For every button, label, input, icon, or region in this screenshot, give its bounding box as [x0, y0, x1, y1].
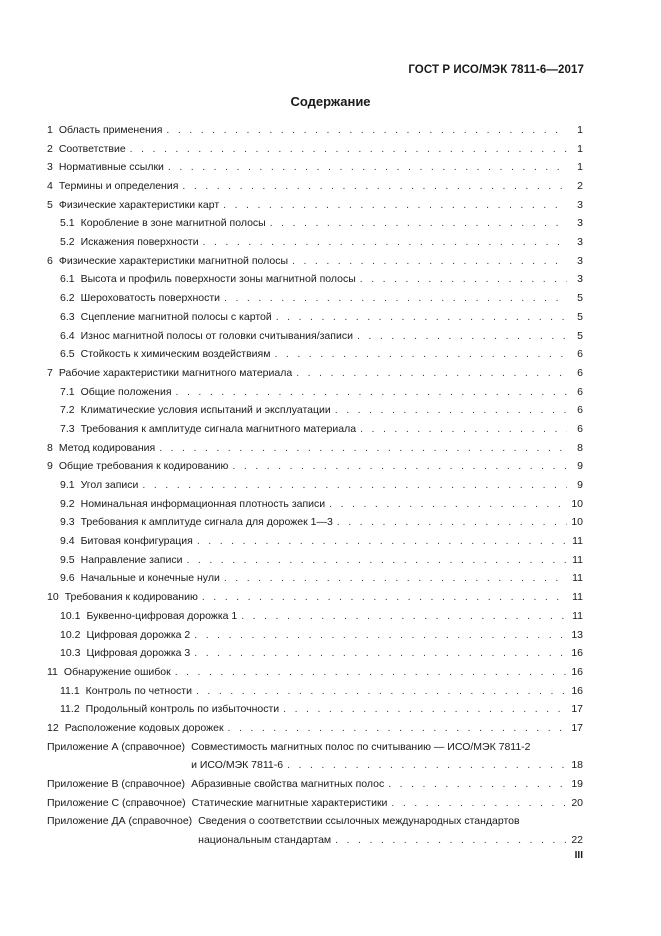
- toc-entry-number: 2: [47, 142, 53, 155]
- toc-entry-number: 1: [47, 123, 53, 136]
- toc-entry-page: 2: [577, 180, 583, 193]
- toc-entry-title: Общие требования к кодированию: [58, 460, 229, 473]
- dot-leader: [270, 214, 567, 233]
- toc-entry-page: 13: [571, 628, 583, 641]
- toc-entry-number: 4: [47, 180, 53, 193]
- dot-leader: [142, 476, 567, 495]
- appendix-entry[interactable]: [47, 794, 583, 813]
- dot-leader: [228, 719, 567, 738]
- toc-entry-number: 9.4: [60, 535, 75, 548]
- appendix-title: Абразивные свойства магнитных полос: [191, 778, 385, 791]
- toc-entry-title: Шероховатость поверхности: [80, 292, 221, 305]
- dot-leader: [296, 364, 567, 383]
- dot-leader: [182, 177, 567, 196]
- toc-entry-number: 6.5: [60, 348, 75, 361]
- appendix-label: Приложение В (справочное): [47, 778, 186, 791]
- toc-entry-title: Высота и профиль поверхности зоны магнитной полосы: [80, 273, 356, 286]
- toc-entry-number: 6.2: [60, 292, 75, 305]
- toc-entry-title: Искажения поверхности: [80, 236, 199, 249]
- dot-leader: [241, 607, 567, 626]
- toc-entry-title: Номинальная информационная плотность записи: [80, 497, 326, 510]
- dot-leader: [283, 700, 567, 719]
- toc-entry-page: 5: [577, 292, 583, 305]
- page-number: III: [574, 850, 583, 861]
- dot-leader: [168, 158, 567, 177]
- toc-entry-page: 11: [572, 609, 583, 622]
- dot-leader: [335, 831, 567, 850]
- toc-entry[interactable]: [47, 626, 583, 645]
- toc-entry-page: 5: [577, 310, 583, 323]
- toc-entry-title: Угол записи: [80, 479, 139, 492]
- toc-entry-number: 10.1: [60, 609, 81, 622]
- appendix-title: Статические магнитные характеристики: [191, 796, 388, 809]
- toc-entry-page: 3: [577, 254, 583, 267]
- toc-entry-number: 7: [47, 366, 53, 379]
- toc-entry-number: 10.3: [60, 647, 81, 660]
- toc-entry-number: 9.2: [60, 497, 75, 510]
- toc-entry-title: Требования к кодированию: [64, 591, 198, 604]
- appendix-title-continued: национальным стандартам: [198, 834, 332, 847]
- toc-entry-title: Требования к амплитуде сигнала магнитного материала: [80, 422, 357, 435]
- toc-entry-page: 10: [571, 497, 583, 510]
- toc-entry[interactable]: [47, 121, 583, 140]
- toc-entry-number: 3: [47, 161, 53, 174]
- dot-leader: [360, 271, 567, 290]
- toc-entry-page: 9: [577, 460, 583, 473]
- toc-entry-title: Цифровая дорожка 3: [86, 647, 191, 660]
- dot-leader: [130, 140, 567, 159]
- appendix-title: Совместимость магнитных полос по считыванию — ИСО/МЭК 7811-2: [191, 740, 531, 753]
- toc-entry-number: 11.2: [60, 703, 80, 716]
- toc-entry-number: 12: [47, 721, 59, 734]
- toc-entry-title: Общие положения: [80, 385, 172, 398]
- toc-entry-number: 7.3: [60, 422, 75, 435]
- dot-leader: [176, 383, 567, 402]
- toc-entry-page: 16: [571, 647, 583, 660]
- dot-leader: [202, 588, 567, 607]
- toc-entry-title: Область применения: [58, 123, 163, 136]
- dot-leader: [335, 401, 567, 420]
- toc-entry-title: Климатические условия испытаний и эксплуатации: [80, 404, 331, 417]
- toc-entry-title: Соответствие: [58, 142, 126, 155]
- toc-entry-page: 1: [577, 142, 583, 155]
- toc-entry-title: Битовая конфигурация: [80, 535, 193, 548]
- toc-entry-page: 17: [571, 703, 583, 716]
- toc-entry-title: Буквенно-цифровая дорожка 1: [86, 609, 238, 622]
- toc-entry-title: Продольный контроль по избыточности: [85, 703, 280, 716]
- toc-entry-number: 6.3: [60, 310, 75, 323]
- toc-entry[interactable]: [47, 252, 583, 271]
- toc-entry-title: Цифровая дорожка 2: [86, 628, 191, 641]
- toc-entry-title: Рабочие характеристики магнитного материала: [58, 366, 293, 379]
- toc-entry[interactable]: [47, 644, 583, 663]
- dot-leader: [292, 252, 567, 271]
- toc-entry-page: 3: [577, 217, 583, 230]
- toc-entry-title: Расположение кодовых дорожек: [64, 721, 224, 734]
- toc-entry[interactable]: [47, 588, 583, 607]
- toc-entry-number: 9.6: [60, 572, 75, 585]
- toc-entry-title: Контроль по четности: [85, 684, 192, 697]
- dot-leader: [194, 626, 567, 645]
- toc-entry[interactable]: [47, 457, 583, 476]
- dot-leader: [337, 513, 567, 532]
- dot-leader: [196, 682, 567, 701]
- toc-entry[interactable]: [47, 495, 583, 514]
- page-title: Содержание: [290, 94, 371, 109]
- toc-entry-page: 8: [577, 441, 583, 454]
- dot-leader: [186, 551, 567, 570]
- toc-entry-number: 10: [47, 591, 59, 604]
- toc-entry-number: 9.3: [60, 516, 75, 529]
- toc-entry-title: Термины и определения: [58, 180, 179, 193]
- toc-entry-number: 7.2: [60, 404, 75, 417]
- dot-leader: [357, 327, 567, 346]
- toc-entry[interactable]: [47, 700, 583, 719]
- toc-entry-title: Стойкость к химическим воздействиям: [80, 348, 271, 361]
- toc-entry[interactable]: [47, 271, 583, 290]
- toc-entry[interactable]: [47, 289, 583, 308]
- toc-entry-number: 5: [47, 198, 53, 211]
- toc-entry-number: 10.2: [60, 628, 81, 641]
- toc-entry-title: Износ магнитной полосы от головки считывания/записи: [80, 329, 353, 342]
- appendix-label: Приложение С (справочное): [47, 796, 186, 809]
- dot-leader: [232, 457, 567, 476]
- toc-entry[interactable]: [47, 327, 583, 346]
- dot-leader: [166, 121, 567, 140]
- dot-leader: [224, 289, 567, 308]
- toc-entry[interactable]: [47, 214, 583, 233]
- toc-entry-number: 6: [47, 254, 53, 267]
- dot-leader: [175, 663, 567, 682]
- toc-entry-page: 5: [577, 329, 583, 342]
- toc-entry-page: 1: [577, 161, 583, 174]
- dot-leader: [287, 756, 567, 775]
- dot-leader: [194, 644, 567, 663]
- toc-entry-page: 3: [577, 198, 583, 211]
- toc-entry-page: 16: [571, 684, 583, 697]
- toc-entry[interactable]: [47, 607, 583, 626]
- toc-entry[interactable]: [47, 570, 583, 589]
- dot-leader: [276, 308, 567, 327]
- toc-entry-page: 17: [571, 721, 583, 734]
- toc-entry-page: 3: [577, 273, 583, 286]
- toc-entry-page: 11: [572, 553, 583, 566]
- toc-entry-page: 16: [571, 665, 583, 678]
- toc-entry-title: Физические характеристики карт: [58, 198, 220, 211]
- toc-entry-page: 6: [577, 385, 583, 398]
- toc-entry-page: 6: [577, 404, 583, 417]
- toc-entry[interactable]: [47, 719, 583, 738]
- dot-leader: [197, 532, 567, 551]
- toc-entry-number: 9.1: [60, 479, 75, 492]
- dot-leader: [388, 775, 567, 794]
- toc-entry[interactable]: [47, 551, 583, 570]
- document-code-header: ГОСТ Р ИСО/МЭК 7811-6—2017: [408, 64, 584, 76]
- appendix-page: 22: [571, 834, 583, 847]
- appendix-entry[interactable]: [47, 738, 583, 775]
- toc-entry[interactable]: [47, 158, 583, 177]
- toc-entry-number: 9: [47, 460, 53, 473]
- toc-entry[interactable]: [47, 532, 583, 551]
- toc-entry[interactable]: [47, 383, 583, 402]
- appendix-page: 19: [571, 778, 583, 791]
- toc-entry-title: Требования к амплитуде сигнала для дорожек 1—3: [80, 516, 333, 529]
- toc-entry[interactable]: [47, 682, 583, 701]
- toc-entry-title: Нормативные ссылки: [58, 161, 164, 174]
- toc-entry[interactable]: [47, 233, 583, 252]
- appendix-page: 20: [571, 796, 583, 809]
- toc-entry-page: 6: [577, 348, 583, 361]
- toc-entry[interactable]: [47, 513, 583, 532]
- toc-entry-title: Физические характеристики магнитной полосы: [58, 254, 289, 267]
- toc-entry[interactable]: [47, 196, 583, 215]
- dot-leader: [223, 196, 567, 215]
- toc-entry-page: 11: [572, 591, 583, 604]
- toc-entry[interactable]: [47, 663, 583, 682]
- toc-entry-page: 3: [577, 236, 583, 249]
- toc-entry-page: 11: [572, 572, 583, 585]
- toc-entry-number: 6.4: [60, 329, 75, 342]
- dot-leader: [203, 233, 567, 252]
- toc-entry-number: 5.1: [60, 217, 75, 230]
- toc-entry-title: Коробление в зоне магнитной полосы: [80, 217, 266, 230]
- toc-entry-page: 10: [571, 516, 583, 529]
- toc-entry[interactable]: [47, 308, 583, 327]
- toc-entry[interactable]: [47, 364, 583, 383]
- toc-entry-number: 5.2: [60, 236, 75, 249]
- appendix-title-continued: и ИСО/МЭК 7811-6: [191, 759, 284, 772]
- appendix-label: Приложение А (справочное): [47, 740, 186, 753]
- toc-entry-number: 11: [47, 665, 58, 678]
- table-of-contents: [47, 121, 583, 850]
- toc-entry-page: 6: [577, 366, 583, 379]
- toc-entry-number: 9.5: [60, 553, 75, 566]
- toc-entry-page: 6: [577, 422, 583, 435]
- toc-entry-title: Обнаружение ошибок: [63, 665, 171, 678]
- toc-entry[interactable]: [47, 345, 583, 364]
- toc-entry-title: Начальные и конечные нули: [80, 572, 220, 585]
- toc-entry[interactable]: [47, 420, 583, 439]
- dot-leader: [224, 570, 567, 589]
- toc-entry-page: 1: [577, 123, 583, 136]
- toc-entry-page: 9: [577, 479, 583, 492]
- dot-leader: [360, 420, 567, 439]
- toc-entry-title: Метод кодирования: [58, 441, 156, 454]
- dot-leader: [274, 345, 567, 364]
- toc-entry[interactable]: [47, 401, 583, 420]
- dot-leader: [391, 794, 567, 813]
- dot-leader: [329, 495, 567, 514]
- toc-entry[interactable]: [47, 177, 583, 196]
- appendix-label: Приложение ДА (справочное): [47, 815, 193, 828]
- toc-entry-title: Направление записи: [80, 553, 183, 566]
- toc-entry-number: 8: [47, 441, 53, 454]
- toc-entry-title: Сцепление магнитной полосы с картой: [80, 310, 272, 323]
- toc-entry-number: 6.1: [60, 273, 75, 286]
- toc-entry[interactable]: [47, 439, 583, 458]
- appendix-title: Сведения о соответствии ссылочных международных стандартов: [198, 815, 520, 828]
- dot-leader: [159, 439, 567, 458]
- toc-entry[interactable]: [47, 476, 583, 495]
- toc-entry-number: 7.1: [60, 385, 75, 398]
- appendix-entry[interactable]: [47, 775, 583, 794]
- appendix-entry[interactable]: [47, 812, 583, 849]
- appendix-page: 18: [571, 759, 583, 772]
- toc-entry[interactable]: [47, 140, 583, 159]
- toc-entry-page: 11: [572, 535, 583, 548]
- toc-entry-number: 11.1: [60, 684, 80, 697]
